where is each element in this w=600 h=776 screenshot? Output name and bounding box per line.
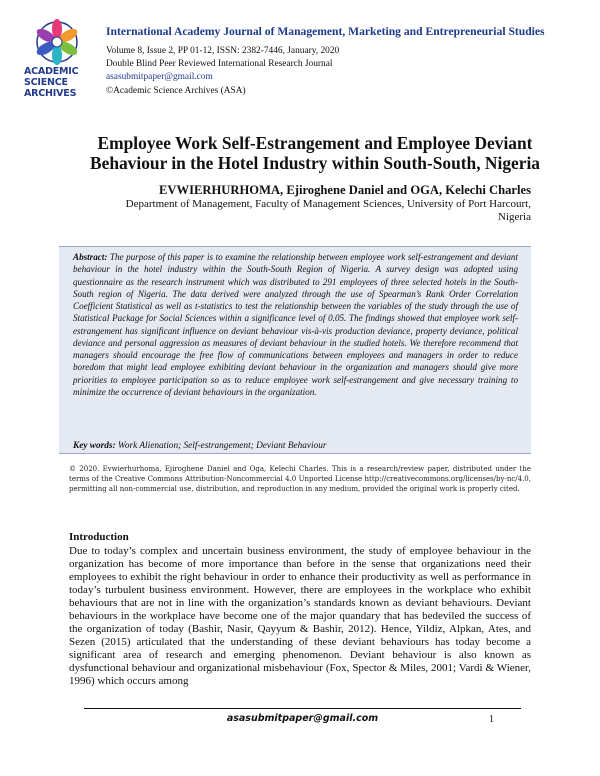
affiliation-line-2: Nigeria [498,211,531,223]
logo-line-3: ARCHIVES [24,88,77,99]
keywords [73,441,518,451]
review-line: Double Blind Peer Reviewed International Research Journal [106,59,333,69]
title-line-2: Behaviour in the Hotel Industry within South-South, Nigeria [90,153,540,173]
journal-title: International Academy Journal of Management, Marketing and Entrepreneurial Studies [106,25,545,38]
introduction-body: Due to today’s complex and uncertain business environment, the study of employee behaviour in the organization has become of more importance than before in the sense that organizations need their employees to exhibit the right behaviour in order to enhance their productivity as well as performance in today’s turbulent business environment. However, there are employees in the workplace who exhibit behaviours that are not in line with the organization’s standards known as deviant behaviours. Deviant behaviours in the workplace have become one of the major quandary that has bedeviled the success of the organization of today (Bashir, Nasir, Qayyum & Bashir, 2012). Hence, Yildiz, Alpkan, Ates, and Sezen (2015) articulated that the understanding of these deviant behaviours has today become a significant area of research and emerging phenomenon. Deviant behaviour is also known as dysfunctional behaviour and organizational misbehaviour (Fox, Spector & Miles, 2001; Vardi & Wiener, 1996) which occurs among [69,545,531,687]
page-number: 1 [489,714,494,725]
footer-divider [84,708,521,709]
footer-email-link[interactable]: asasubmitpaper@gmail.com [226,713,379,724]
affiliation-line-1: Department of Management, Faculty of Management Sciences, University of Port Harcourt, [125,198,531,210]
abstract [73,251,518,398]
abstract-body: The purpose of this paper is to examine the relationship between employee work self-estrangement and deviant behaviour in the hotel industry within the South-South Region of Nigeria. A survey design was adopted using questionnaire as the research instrument which was distributed to 291 employees of three selected hotels in the South-South region of Nigeria. The data derived were analyzed through the use of Spearman’s Rank Order Correlation Coefficient Statistical as well as t-statistics to test the relationship between the variables of the study through the use of Statistical Package for Social Sciences within a significance level of 0.05. The findings showed that employee work self-estrangement has significant influence on deviant behaviour vis-à-vis production deviance, property deviance, political deviance and personal aggression as measures of deviant behaviour in the studied hotels. We therefore recommend that managers should encourage the free flow of communications between employees and managers in order to reduce boredom that might lead employee exhibiting deviant behaviour in the organization and managers should give more priorities to employee participation so as to reduce employee work self-estrangement and give necessary training to minimize the occurrence of deviant behaviours in the organization. [73,252,518,397]
logo-line-1: ACADEMIC [24,66,79,77]
copyright-line: ©Academic Science Archives (ASA) [106,86,246,96]
volume-line: Volume 8, Issue 2, PP 01-12, ISSN: 2382-7446, January, 2020 [106,46,340,56]
logo-line-2: SCIENCE [24,77,68,88]
affiliation [80,198,531,224]
header-email-link[interactable]: asasubmitpaper@gmail.com [106,72,213,82]
section-heading-introduction: Introduction [69,531,129,543]
keywords-list: Work Alienation; Self-estrangement; Deviant Behaviour [115,441,327,451]
license-notice: © 2020. Evwierhurhoma, Ejiroghene Daniel and Oga, Kelechi Charles. This is a research/review paper, distributed under the terms of the Creative Commons Attribution-Noncommercial 4.0 Unported License http://creativecommons.org/licenses/by-nc/4.0, permitting all non-commercial use, distribution, and reproduction in any medium, provided the original work is properly cited. [69,465,531,493]
paper-title [40,133,590,173]
journal-logo [20,10,95,120]
abstract-label: Abstract: [73,252,108,262]
logo-wordmark [24,66,96,99]
title-line-1: Employee Work Self-Estrangement and Employee Deviant [97,133,533,153]
keywords-label: Key words: [73,441,116,451]
authors: EVWIERHURHOMA, Ejiroghene Daniel and OGA, Kelechi Charles [159,183,531,197]
